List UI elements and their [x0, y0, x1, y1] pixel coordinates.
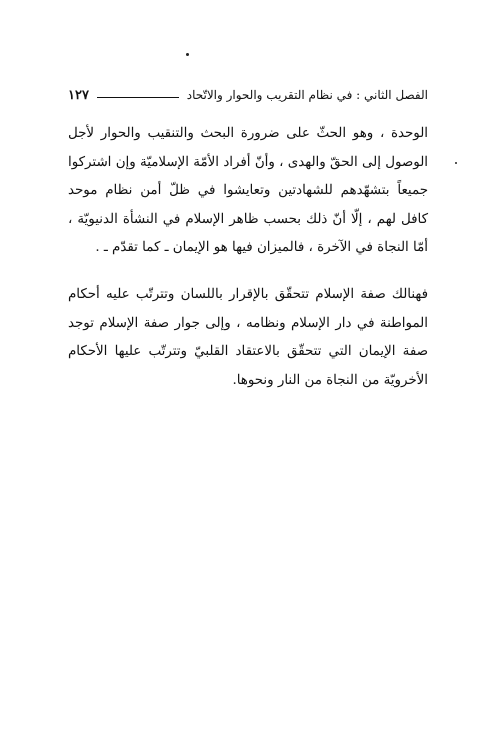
running-header — [68, 84, 428, 106]
print-speck — [455, 162, 457, 164]
page-number: ١٢٧ — [68, 87, 89, 103]
paragraph-1: الوحدة ، وهو الحثّ على ضرورة البحث والتنقيب والحوار لأجل الوصول إلى الحقّ والهدى ، وأنّ أفراد الأمّة الإسلاميّة وإن اشتركوا جميعاً بتشهّدهم للشهادتين وتعايشوا في ظلّ أمن نظام موحد كافل لهم ، إلّا أنّ ذلك بحسب ظاهر الإسلام في النشأة الدنيويّة ، أمّا النجاة في الآخرة ، فالميزان فيها هو الإيمان ـ كما تقدّم ـ . — [68, 126, 428, 255]
paragraph-2: فهنالك صفة الإسلام تتحقّق بالإقرار باللسان وتترتّب عليه أحكام المواطنة في دار الإسلام ونظامه ، وإلى جوار صفة الإسلام توجد صفة الإيمان التي تتحقّق بالاعتقاد القلبيّ وتترتّب عليها الأحكام الأخرويّة من النجاة من النار ونحوها. — [68, 287, 428, 388]
running-title: الفصل الثاني : في نظام التقريب والحوار والاتّحاد — [186, 88, 428, 102]
print-speck — [186, 53, 189, 56]
header-rule — [97, 97, 179, 98]
